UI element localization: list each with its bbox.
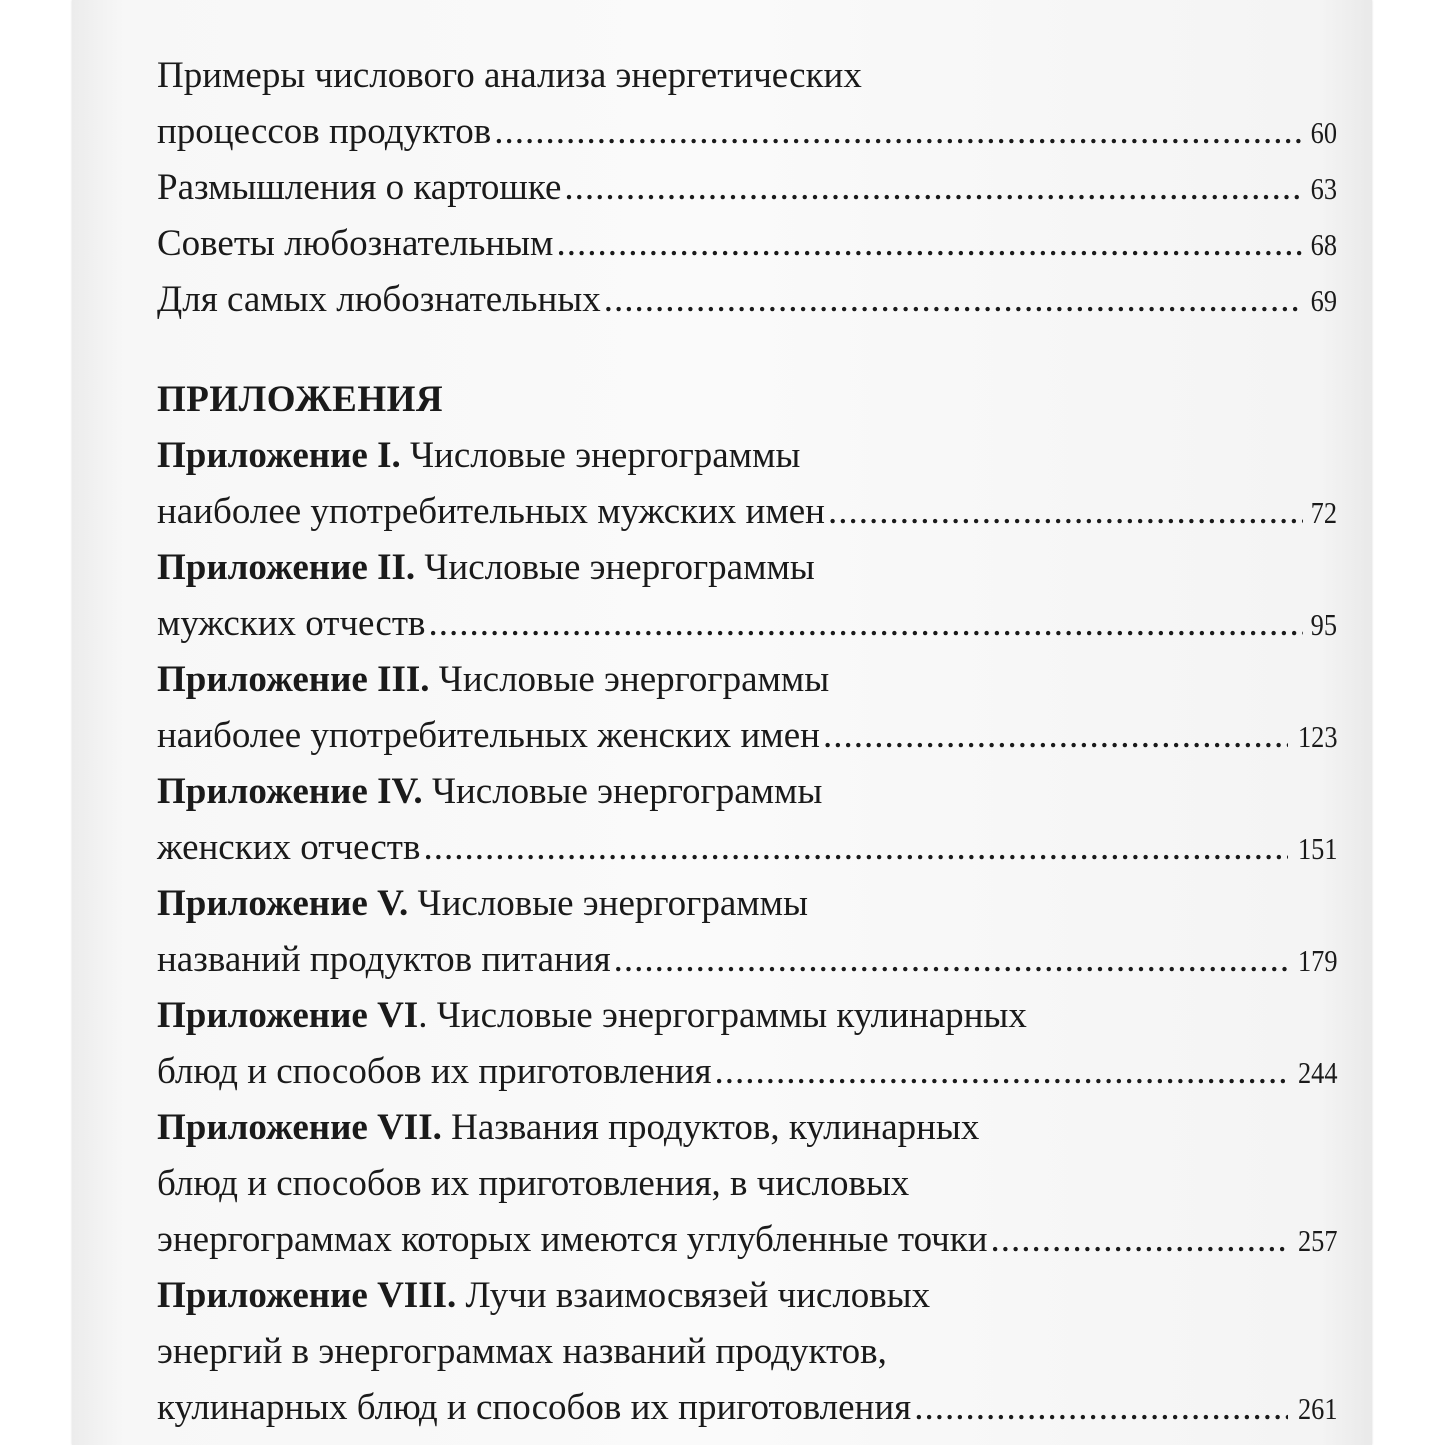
- toc-line: [157, 932, 1337, 988]
- page-number: 257: [1297, 1223, 1337, 1258]
- appendix-title-text: Числовые энергограммы: [415, 547, 815, 588]
- toc-entry-text: Примеры числового анализа энергетических: [157, 55, 862, 96]
- page-number: 244: [1297, 1055, 1337, 1090]
- page-number: 95: [1310, 607, 1337, 642]
- appendix-entry: [157, 764, 1337, 876]
- appendix-title-line: [157, 764, 1337, 820]
- appendix-title-text: Числовые энергограммы: [408, 883, 808, 924]
- appendix-title-line: [157, 876, 1337, 932]
- dot-leader: [423, 820, 1287, 876]
- appendix-title-text: блюд и способов их приготовления, в числовых: [157, 1163, 910, 1204]
- dot-leader: [914, 1380, 1287, 1436]
- appendix-title-line: [157, 988, 1337, 1044]
- toc-line: [157, 272, 1337, 328]
- page-number: 68: [1310, 227, 1337, 262]
- appendix-title-text: Числовые энергограммы: [429, 659, 830, 700]
- appendix-title-line: [157, 1100, 1337, 1156]
- page-number: 69: [1310, 283, 1337, 318]
- toc-entry: [157, 216, 1337, 272]
- toc-line: [157, 1212, 1337, 1268]
- appendix-title-text: Лучи взаимосвязей числовых: [456, 1275, 931, 1316]
- dot-leader: [823, 708, 1288, 764]
- table-of-contents: [157, 48, 1337, 1436]
- toc-entry-text: Для самых любознательных: [157, 279, 601, 320]
- dot-leader: [828, 484, 1303, 540]
- appendix-entry: [157, 988, 1337, 1100]
- appendix-title-line: [157, 540, 1337, 596]
- appendix-entry: [157, 1100, 1337, 1268]
- dot-leader: [604, 272, 1303, 328]
- page-number: 151: [1297, 831, 1337, 866]
- appendix-entry: [157, 876, 1337, 988]
- toc-entry: [157, 48, 1337, 160]
- toc-entry-text: наиболее употребительных мужских имен: [157, 491, 825, 532]
- appendix-label: Приложение II.: [157, 547, 416, 588]
- page-number: 63: [1310, 171, 1337, 206]
- section-heading: ПРИЛОЖЕНИЯ: [157, 379, 444, 420]
- dot-leader: [991, 1212, 1288, 1268]
- appendix-entry: [157, 540, 1337, 652]
- appendix-title-line: [157, 652, 1337, 708]
- appendix-label: Приложение VII.: [157, 1107, 442, 1148]
- appendix-label: Приложение I.: [157, 435, 401, 476]
- appendix-label: Приложение IV.: [157, 771, 423, 812]
- toc-line: [157, 1380, 1337, 1436]
- appendix-label: Приложение VI: [157, 995, 419, 1036]
- toc-entry: [157, 160, 1337, 216]
- toc-entry-text: процессов продуктов: [157, 111, 492, 152]
- toc-entry-text: кулинарных блюд и способов их приготовления: [157, 1387, 912, 1428]
- dot-leader: [494, 104, 1303, 160]
- page-number: 123: [1297, 719, 1337, 754]
- appendix-entry: [157, 1268, 1337, 1436]
- dot-leader: [614, 932, 1288, 988]
- toc-entry-text: энергограммах которых имеются углубленные точки: [157, 1219, 988, 1260]
- toc-entry-text: Размышления о картошке: [157, 167, 562, 208]
- toc-line: [157, 160, 1337, 216]
- toc-entry-text: Советы любознательным: [157, 223, 554, 264]
- page-number: 261: [1297, 1391, 1337, 1426]
- toc-entry-text: блюд и способов их приготовления: [157, 1051, 712, 1092]
- appendix-title-text: Названия продуктов, кулинарных: [441, 1107, 980, 1148]
- appendix-label: Приложение VIII.: [157, 1275, 457, 1316]
- appendix-title-line: [157, 1268, 1337, 1324]
- toc-line: [157, 1044, 1337, 1100]
- appendix-title-text: Числовые энергограммы: [400, 435, 801, 476]
- appendix-label: Приложение III.: [157, 659, 430, 700]
- toc-line: [157, 708, 1337, 764]
- dot-leader: [564, 160, 1303, 216]
- toc-line: [157, 104, 1337, 160]
- appendix-title-text: энергий в энергограммах названий продуктов,: [157, 1331, 887, 1372]
- dot-leader: [556, 216, 1303, 272]
- toc-line: [157, 484, 1337, 540]
- page-number: 72: [1310, 495, 1337, 530]
- appendix-label: Приложение V.: [157, 883, 409, 924]
- toc-entry: [157, 272, 1337, 328]
- dot-leader: [714, 1044, 1287, 1100]
- dot-leader: [428, 596, 1303, 652]
- toc-entry-text: названий продуктов питания: [157, 939, 611, 980]
- appendix-title-text: . Числовые энергограммы кулинарных: [418, 995, 1027, 1036]
- toc-entry-text: женских отчеств: [157, 827, 421, 868]
- toc-entry-text: наиболее употребительных женских имен: [157, 715, 820, 756]
- toc-entry-text: мужских отчеств: [157, 603, 426, 644]
- appendix-title-line: [157, 428, 1337, 484]
- appendix-entry: [157, 652, 1337, 764]
- toc-line: [157, 216, 1337, 272]
- appendix-entry: [157, 428, 1337, 540]
- page-number: 60: [1310, 115, 1337, 150]
- toc-line: [157, 596, 1337, 652]
- page-number: 179: [1297, 943, 1337, 978]
- appendix-title-text: Числовые энергограммы: [422, 771, 823, 812]
- toc-line: [157, 820, 1337, 876]
